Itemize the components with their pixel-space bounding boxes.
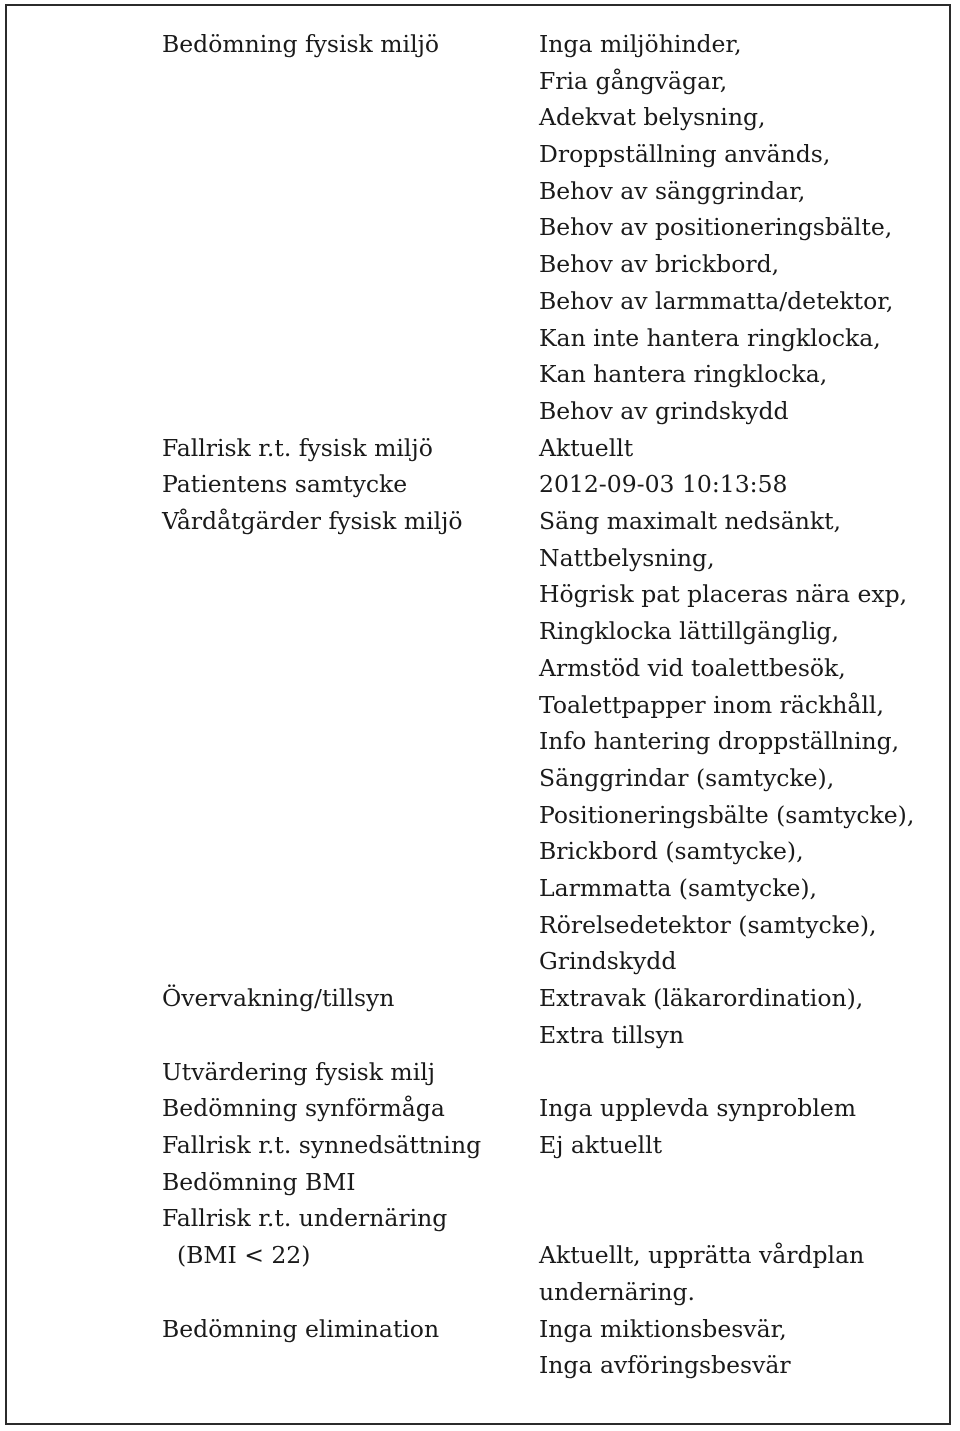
- field-value: [539, 503, 914, 980]
- field-label: [162, 430, 433, 467]
- field-value: [539, 980, 863, 1053]
- field-value-line: Högrisk pat placeras nära exp,: [539, 580, 908, 609]
- field-value: [539, 1200, 864, 1310]
- field-value-line: Armstöd vid toalettbesök,: [539, 653, 846, 682]
- field-value-line: Extravak (läkarordination),: [539, 984, 864, 1013]
- field-value: [539, 430, 633, 467]
- field-value-line: Inga upplevda synproblem: [539, 1094, 857, 1123]
- field-value: [539, 1311, 791, 1384]
- field-value: [539, 1090, 856, 1127]
- field-label: [162, 1311, 439, 1348]
- field-value-line: Inga avföringsbesvär: [539, 1351, 791, 1380]
- field-value-line: undernäring.: [539, 1277, 695, 1306]
- field-value-line: Behov av sänggrindar,: [539, 176, 806, 205]
- field-label-line: Bedömning synförmåga: [162, 1094, 445, 1123]
- field-value-line: Nattbelysning,: [539, 543, 715, 572]
- field-label-line: Bedömning fysisk miljö: [162, 30, 440, 58]
- field-label: [162, 466, 407, 503]
- field-value-line: [539, 1200, 864, 1237]
- field-label-line: (BMI < 22): [162, 1241, 311, 1270]
- field-label: [162, 26, 439, 63]
- field-value-line: Info hantering droppställning,: [539, 727, 900, 756]
- field-label-line: Bedömning BMI: [162, 1167, 356, 1196]
- field-value-line: Inga miktionsbesvär,: [539, 1314, 787, 1343]
- field-label: [162, 503, 463, 540]
- field-label-line: Övervakning/tillsyn: [162, 984, 395, 1013]
- field-value-line: Aktuellt: [539, 433, 634, 462]
- field-value-line: Behov av grindskydd: [539, 396, 789, 425]
- field-label-line: Vårdåtgärder fysisk miljö: [162, 507, 463, 536]
- field-label: [162, 1054, 435, 1091]
- field-value-line: Behov av positioneringsbälte,: [539, 213, 893, 242]
- field-label-line: Utvärdering fysisk milj: [162, 1057, 436, 1086]
- field-value-line: Adekvat belysning,: [539, 103, 766, 132]
- field-value-line: Kan inte hantera ringklocka,: [539, 323, 881, 352]
- field-value-line: Positioneringsbälte (samtycke),: [539, 800, 915, 829]
- field-value-line: 2012-09-03 10:13:58: [539, 470, 788, 499]
- field-label: [162, 1200, 447, 1273]
- field-label: [162, 1127, 481, 1164]
- field-value-line: Kan hantera ringklocka,: [539, 360, 828, 389]
- field-value-line: Fria gångvägar,: [539, 66, 728, 95]
- field-label-line: Fallrisk r.t. undernäring: [162, 1204, 448, 1233]
- field-value-line: Behov av larmmatta/detektor,: [539, 286, 894, 315]
- field-value-line: Sänggrindar (samtycke),: [539, 763, 835, 792]
- field-value-line: Brickbord (samtycke),: [539, 837, 804, 866]
- field-value-line: Säng maximalt nedsänkt,: [539, 507, 841, 536]
- field-label: [162, 980, 394, 1017]
- field-value-line: Behov av brickbord,: [539, 250, 780, 279]
- field-label-line: Fallrisk r.t. synnedsättning: [162, 1131, 482, 1159]
- field-value-line: Extra tillsyn: [539, 1020, 685, 1049]
- field-value-line: Inga miljöhinder,: [539, 30, 742, 58]
- field-value-line: Aktuellt, upprätta vårdplan: [539, 1241, 865, 1270]
- field-value-line: Ringklocka lättillgänglig,: [539, 617, 839, 646]
- field-value: [539, 466, 788, 503]
- field-label-line: Patientens samtycke: [162, 470, 408, 499]
- field-value-line: Rörelsedetektor (samtycke),: [539, 910, 877, 939]
- field-value-line: Larmmatta (samtycke),: [539, 873, 817, 902]
- field-label-line: Fallrisk r.t. fysisk miljö: [162, 433, 433, 462]
- field-label: [162, 1090, 445, 1127]
- field-value-line: Toalettpapper inom räckhåll,: [539, 690, 884, 719]
- field-label-line: Bedömning elimination: [162, 1314, 440, 1343]
- field-label: [162, 1164, 356, 1201]
- field-value-line: Droppställning används,: [539, 140, 831, 169]
- field-value-line: Ej aktuellt: [539, 1131, 663, 1159]
- field-value: [539, 26, 893, 430]
- field-value-line: Grindskydd: [539, 947, 677, 976]
- field-value: [539, 1127, 662, 1164]
